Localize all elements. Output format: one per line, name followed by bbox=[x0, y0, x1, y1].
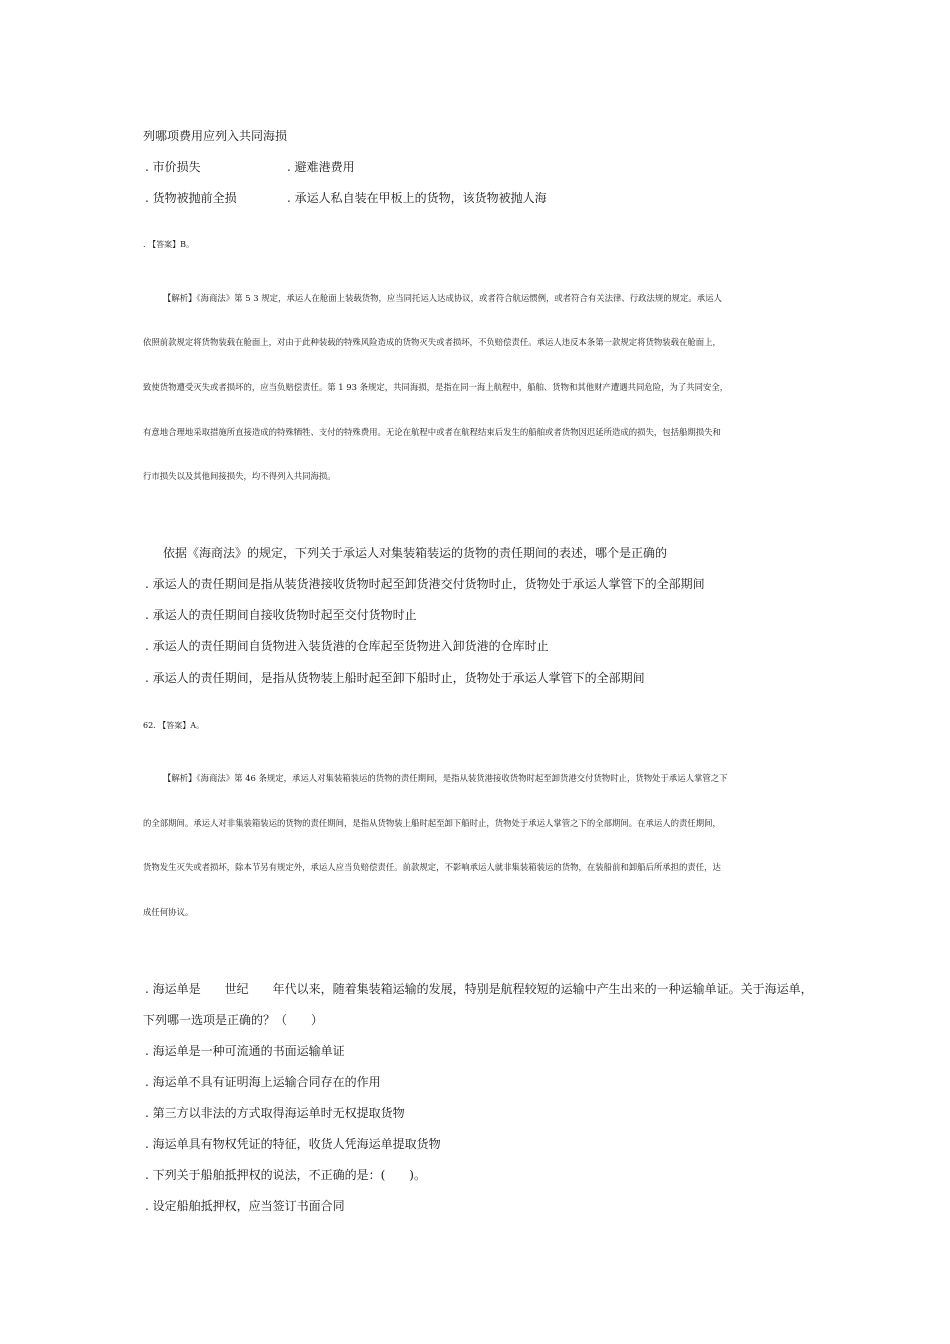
question-3-option-b: . 海运单不具有证明海上运输合同存在的作用 bbox=[145, 1075, 381, 1089]
question-3-option-a: . 海运单是一种可流通的书面运输单证 bbox=[145, 1044, 345, 1058]
question-2-option-a: . 承运人的责任期间是指从装货港接收货物时起至卸货港交付货物时止，货物处于承运人掌管下的全部期间 bbox=[145, 577, 705, 591]
question-1-option-d: . 承运人私自装在甲板上的货物，该货物被抛人海 bbox=[287, 191, 547, 205]
question-2-analysis-line: 【解析】《海商法》第 46 条规定，承运人对集装箱装运的货物的责任期间，是指从装货港接收货物时起至卸货港交付货物时止，货物处于承运人掌管之下 bbox=[163, 773, 728, 783]
question-2-stem: 依据《海商法》的规定，下列关于承运人对集装箱装运的货物的责任期间的表述，哪个是正确的 bbox=[163, 546, 668, 560]
question-2-option-b: . 承运人的责任期间自接收货物时起至交付货物时止 bbox=[145, 608, 417, 622]
question-1-analysis-line: 依照前款规定将货物装载在舱面上，对由于此种装载的特殊风险造成的货物灭失或者损坏，不负赔偿责任。承运人违反本条第一款规定将货物装载在舱面上， bbox=[143, 337, 721, 347]
question-2-analysis-line: 成任何协议。 bbox=[143, 907, 194, 917]
question-1-option-c: . 货物被抛前全损 bbox=[145, 191, 237, 205]
question-1-option-b: . 避难港费用 bbox=[287, 160, 355, 174]
question-1-analysis-line: 行市损失以及其他间接损失，均不得列入共同海损。 bbox=[143, 471, 336, 481]
question-1-answer: . 【答案】B。 bbox=[143, 240, 194, 249]
question-4-stem: . 下列关于船舶抵押权的说法，不正确的是：( )。 bbox=[145, 1168, 426, 1182]
question-1-option-a: . 市价损失 bbox=[145, 160, 201, 174]
question-1-analysis-line: 有意地合理地采取措施所直接造成的特殊牺牲、支付的特殊费用。无论在航程中或者在航程结束后发生的船舶或者货物因迟延所造成的损失，包括船期损失和 bbox=[143, 427, 721, 437]
question-2-analysis-line: 货物发生灭失或者损坏，除本节另有规定外，承运人应当负赔偿责任。前款规定，不影响承运人就非集装箱装运的货物，在装船前和卸船后所承担的责任，达 bbox=[143, 862, 721, 872]
question-1-stem: 列哪项费用应列入共同海损 bbox=[143, 129, 288, 143]
question-3-stem: . 海运单是 世纪 年代以来，随着集装箱运输的发展，特别是航程较短的运输中产生出来的一种运输单证。关于海运单， bbox=[145, 982, 813, 996]
question-3-stem-continued: 下列哪一选项是正确的？（ ） bbox=[143, 1013, 324, 1027]
question-2-option-c: . 承运人的责任期间自货物进入装货港的仓库起至货物进入卸货港的仓库时止 bbox=[145, 639, 549, 653]
question-2-analysis-line: 的全部期间。承运人对非集装箱装运的货物的责任期间，是指从货物装上船时起至卸下船时止，货物处于承运人掌管之下的全部期间。在承运人的责任期间， bbox=[143, 818, 721, 828]
question-3-option-d: . 海运单具有物权凭证的特征，收货人凭海运单提取货物 bbox=[145, 1137, 441, 1151]
question-4-option-a: . 设定船舶抵押权，应当签订书面合同 bbox=[145, 1199, 345, 1213]
question-2-option-d: . 承运人的责任期间，是指从货物装上船时起至卸下船时止，货物处于承运人掌管下的全部期间 bbox=[145, 671, 645, 685]
question-1-analysis-line: 致使货物遭受灭失或者损坏的，应当负赔偿责任。第 1 93 条规定，共同海损，是指在同一海上航程中，船舶、货物和其他财产遭遇共同危险，为了共同安全， bbox=[143, 382, 729, 392]
question-1-analysis-line: 【解析】《海商法》第 5 3 规定，承运人在舱面上装载货物，应当同托运人达成协议，或者符合航运惯例，或者符合有关法律、行政法规的规定。承运人 bbox=[163, 293, 722, 303]
question-2-answer: 62. 【答案】A。 bbox=[143, 721, 205, 730]
question-3-option-c: . 第三方以非法的方式取得海运单时无权提取货物 bbox=[145, 1106, 405, 1120]
